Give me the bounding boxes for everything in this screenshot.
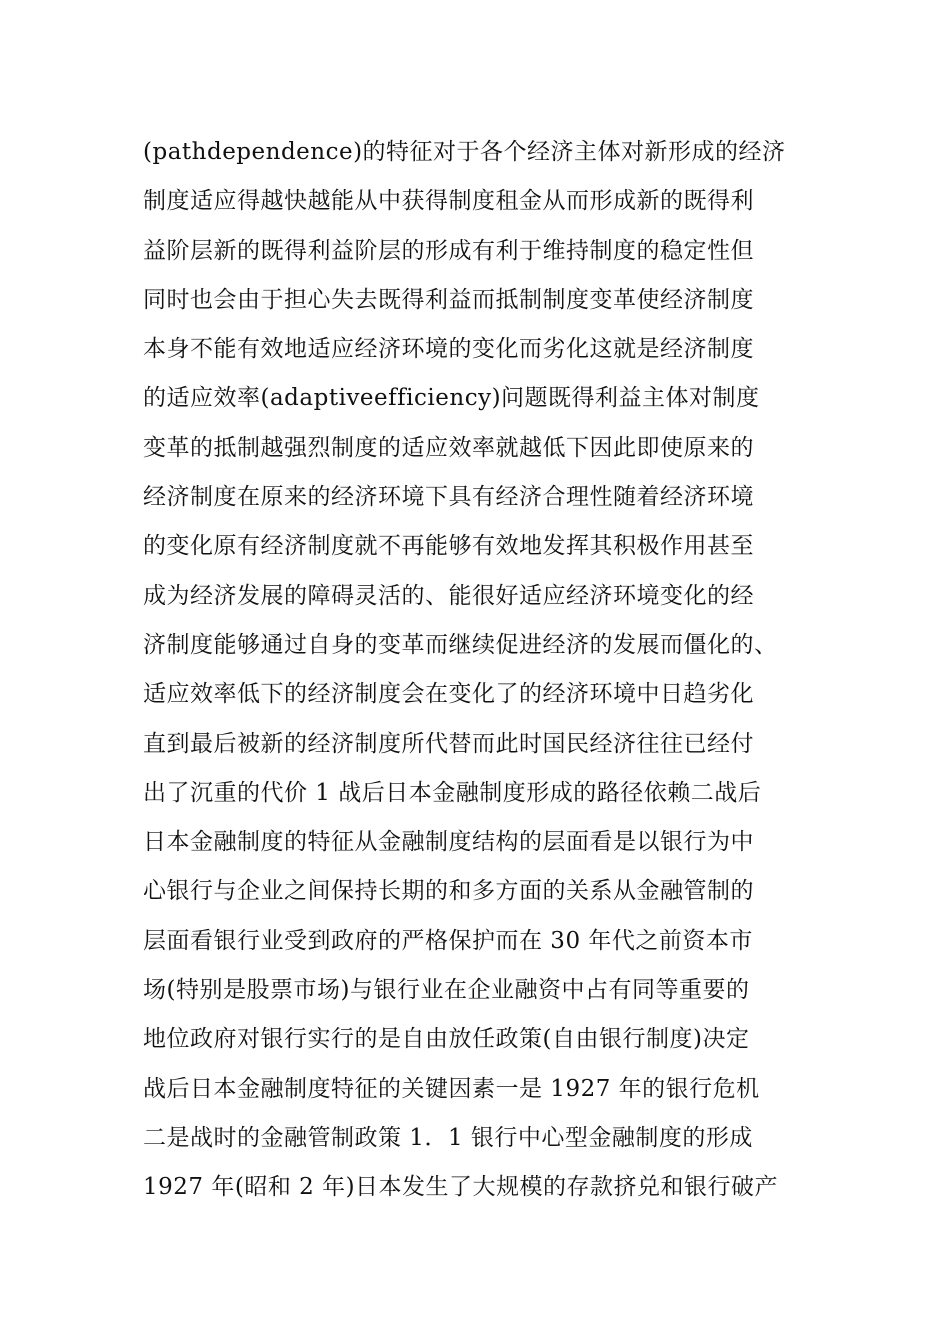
text-line: 同时也会由于担心失去既得利益而抵制制度变革使经济制度 xyxy=(143,286,754,313)
body-text xyxy=(143,128,823,1213)
text-line: 场(特别是股票市场)与银行业在企业融资中占有同等重要的 xyxy=(143,977,750,1004)
text-line: 济制度能够通过自身的变革而继续促进经济的发展而僵化的、 xyxy=(143,631,778,658)
text-line: 心银行与企业之间保持长期的和多方面的关系从金融管制的 xyxy=(143,878,754,905)
text-line: 的变化原有经济制度就不再能够有效地发挥其积极作用甚至 xyxy=(143,533,754,560)
text-line: 地位政府对银行实行的是自由放任政策(自由银行制度)决定 xyxy=(143,1026,750,1053)
text-line: 的适应效率(adaptiveefficiency)问题既得利益主体对制度 xyxy=(143,385,760,412)
text-line: 经济制度在原来的经济环境下具有经济合理性随着经济环境 xyxy=(143,484,754,511)
text-line: 变革的抵制越强烈制度的适应效率就越低下因此即使原来的 xyxy=(143,434,754,461)
text-line: 日本金融制度的特征从金融制度结构的层面看是以银行为中 xyxy=(143,829,754,856)
text-line: 直到最后被新的经济制度所代替而此时国民经济往往已经付 xyxy=(143,730,754,757)
text-line: 二是战时的金融管制政策 1．1 银行中心型金融制度的形成 xyxy=(143,1124,753,1151)
text-line: 战后日本金融制度特征的关键因素一是 1927 年的银行危机 xyxy=(143,1075,760,1102)
text-line: 适应效率低下的经济制度会在变化了的经济环境中日趋劣化 xyxy=(143,681,754,708)
text-line: 层面看银行业受到政府的严格保护而在 30 年代之前资本市 xyxy=(143,927,753,954)
text-line: 制度适应得越快越能从中获得制度租金从而形成新的既得利 xyxy=(143,188,754,215)
text-line: 1927 年(昭和 2 年)日本发生了大规模的存款挤兑和银行破产 xyxy=(143,1174,779,1201)
text-line: 出了沉重的代价 1 战后日本金融制度形成的路径依赖二战后 xyxy=(143,779,762,806)
text-line: 成为经济发展的障碍灵活的、能很好适应经济环境变化的经 xyxy=(143,582,754,609)
text-line: 本身不能有效地适应经济环境的变化而劣化这就是经济制度 xyxy=(143,336,754,363)
text-line: (pathdependence)的特征对于各个经济主体对新形成的经济 xyxy=(143,139,786,165)
text-line: 益阶层新的既得利益阶层的形成有利于维持制度的稳定性但 xyxy=(143,237,754,264)
